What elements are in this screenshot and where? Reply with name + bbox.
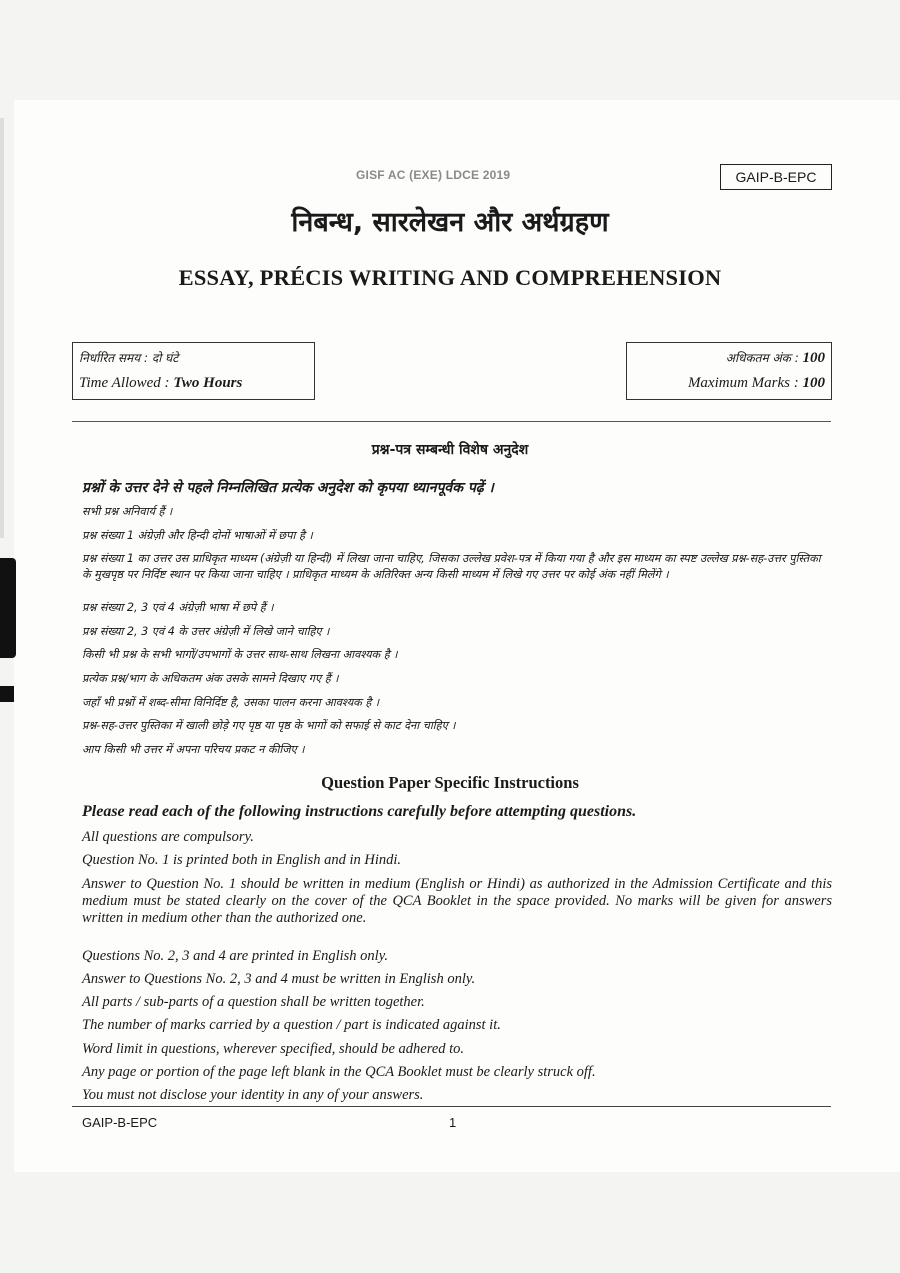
list-item: सभी प्रश्न अनिवार्य हैं । (82, 505, 173, 518)
list-item: Questions No. 2, 3 and 4 are printed in English only. (82, 947, 388, 964)
divider-top (72, 421, 831, 422)
list-item: Answer to Question No. 1 should be written in medium (English or Hindi) as authorized in the Admission Certificate and this medium must be stated clearly on the cover of the QCA Booklet in the space provided. No marks will be given for answers written in medium other than the authorized one. (82, 875, 832, 926)
hindi-instructions-list (82, 500, 832, 761)
list-item: Any page or portion of the page left blank in the QCA Booklet must be clearly struck off. (82, 1064, 596, 1081)
time-allowed-box (72, 342, 315, 400)
list-item: प्रश्न संख्या 2, 3 एवं 4 अंग्रेज़ी भाषा में छपे हैं । (82, 601, 274, 615)
scan-binding-mark (0, 558, 16, 658)
list-item: प्रश्न-सह-उत्तर पुस्तिका में खाली छोड़े गए पृष्ठ या पृष्ठ के भागों को सफाई से काट देना चाहिए । (82, 719, 456, 733)
list-item: All questions are compulsory. (82, 829, 254, 845)
list-item: प्रश्न संख्या 1 का उत्तर उस प्राधिकृत माध्यम (अंग्रेज़ी या हिन्दी) में लिखा जाना चाहिए, जिसका उल्लेख प्रवेश-पत्र में किया गया है और इस माध्यम का स्पष्ट उल्लेख प्रश्न-सह-उत्तर पुस्तिका के मुखपृष्ठ पर निर्दिष्ट स्थान पर किया जाना चाहिए । प्राधिकृत माध्यम के अतिरिक्त अन्य किसी माध्यम में लिखे गए उत्तर पर कोई अंक नहीं मिलेंगे । (82, 552, 821, 582)
paper-code-box: GAIP-B-EPC (720, 164, 832, 190)
english-instructions-subheading: Please read each of the following instructions carefully before attempting questions. (82, 803, 637, 820)
list-item: प्रश्न संख्या 1 अंग्रेज़ी और हिन्दी दोनों भाषाओं में छपा है । (82, 528, 313, 542)
scan-binding-mark-small (0, 686, 14, 702)
divider-bottom (72, 1106, 831, 1107)
list-item: प्रत्येक प्रश्न/भाग के अधिकतम अंक उसके सामने दिखाए गए हैं । (82, 671, 339, 685)
hindi-instructions-subheading: प्रश्नों के उत्तर देने से पहले निम्नलिखित प्रत्येक अनुदेश को कृपया ध्यानपूर्वक पढ़ें । (82, 480, 494, 496)
list-item: Word limit in questions, wherever specified, should be adhered to. (82, 1040, 465, 1057)
marks-english: Maximum Marks : 100 (687, 375, 825, 391)
scan-shadow (0, 118, 4, 538)
list-item: You must not disclose your identity in any of your answers. (82, 1087, 424, 1104)
list-item: प्रश्न संख्या 2, 3 एवं 4 के उत्तर अंग्रेज़ी में लिखे जाने चाहिए । (82, 624, 330, 638)
list-item: Question No. 1 is printed both in English and in Hindi. (82, 852, 402, 869)
maximum-marks-box (626, 342, 832, 400)
marks-hindi: अधिकतम अंक : 100 (725, 350, 825, 366)
list-item: The number of marks carried by a question / part is indicated against it. (82, 1017, 501, 1034)
list-item: Answer to Questions No. 2, 3 and 4 must be written in English only. (82, 970, 476, 987)
list-item: All parts / sub-parts of a question shall be written together. (82, 994, 425, 1011)
hindi-instructions-heading: प्रश्न-पत्र सम्बन्धी विशेष अनुदेश (371, 442, 529, 458)
exam-watermark: GISF AC (EXE) LDCE 2019 (356, 168, 511, 182)
time-hindi: निर्धारित समय : दो घंटे (79, 351, 179, 365)
title-hindi: निबन्ध, सारलेखन और अर्थग्रहण (291, 207, 609, 238)
list-item: किसी भी प्रश्न के सभी भागों/उपभागों के उत्तर साथ-साथ लिखना आवश्यक है । (82, 648, 398, 662)
footer-paper-code: GAIP-B-EPC (82, 1115, 158, 1130)
time-english: Time Allowed : Two Hours (79, 375, 243, 391)
list-item: जहाँ भी प्रश्नों में शब्द-सीमा विनिर्दिष्ट है, उसका पालन करना आवश्यक है । (82, 695, 380, 709)
list-item: आप किसी भी उत्तर में अपना परिचय प्रकट न कीजिए । (82, 742, 305, 756)
english-instructions-list (82, 826, 832, 1108)
page-number: 1 (449, 1115, 457, 1130)
english-instructions-heading: Question Paper Specific Instructions (321, 773, 579, 792)
title-english: ESSAY, PRÉCIS WRITING AND COMPREHENSION (178, 265, 722, 290)
